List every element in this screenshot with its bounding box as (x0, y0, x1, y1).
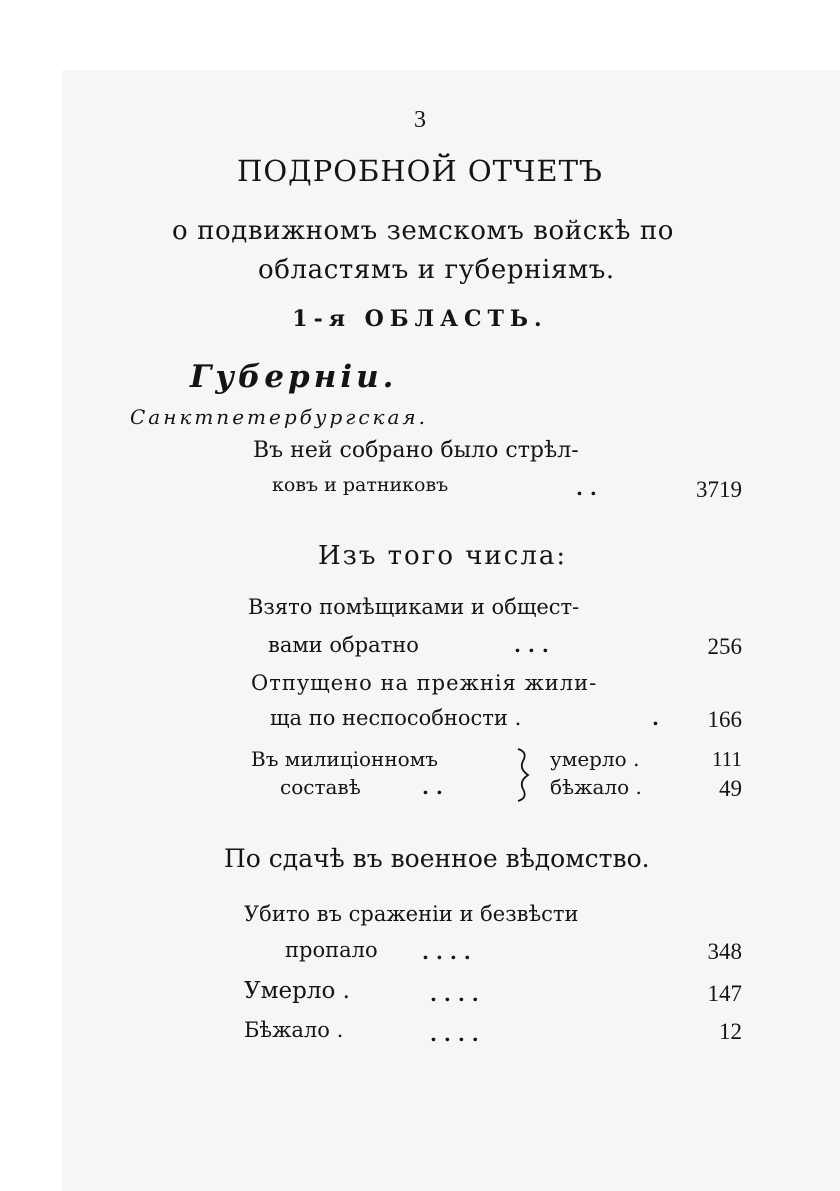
item-returned-line-2: вами обратно (268, 633, 419, 657)
item-released-line-2: ща по неспособности . (270, 706, 522, 730)
subtitle-line-2: областямъ и губерніямъ. (258, 255, 615, 285)
item-released-line-1: Отпущено на прежнія жили- (251, 671, 598, 695)
item-fled-label: Бѣжало . (244, 1018, 344, 1042)
item-died-value: 147 (707, 981, 742, 1006)
province-name: Санктпетербургская. (130, 405, 429, 429)
militia-died-value: 111 (712, 747, 742, 771)
item-returned-value: 256 (707, 634, 742, 659)
page-title: ПОДРОБНОЙ ОТЧЕТЪ (237, 154, 603, 188)
militia-fled-label: бѣжало . (550, 775, 642, 799)
item-returned-dots: . . . (514, 633, 549, 657)
item-released-value: 166 (707, 707, 742, 732)
militia-label-dots: . . (422, 775, 443, 799)
intro-line-1: Въ ней собрано было стрѣл- (253, 438, 579, 463)
item-killed-line-1: Убито въ сраженіи и безвѣсти (244, 902, 579, 926)
section-1-heading: Изъ того числа: (318, 541, 568, 571)
intro-value: 3719 (696, 477, 742, 502)
item-returned-line-1: Взято помѣщиками и общест- (248, 595, 580, 619)
militia-label-2: составѣ (280, 775, 361, 799)
militia-fled-value: 49 (719, 776, 742, 801)
item-died-label: Умерло . (244, 978, 350, 1004)
item-killed-line-2: пропало (285, 938, 378, 962)
item-died-dots: . . . . (430, 982, 479, 1006)
page-number: 3 (414, 107, 426, 133)
item-killed-value: 348 (707, 939, 742, 964)
militia-died-label: умерло . (550, 747, 640, 771)
guberniya-heading: Губерніи. (190, 359, 398, 395)
intro-leader-dots: . . (576, 476, 597, 500)
subtitle-line-1: о подвижномъ земскомъ войскѣ по (172, 216, 675, 246)
intro-line-2: ковъ и ратниковъ (272, 474, 449, 496)
item-fled-value: 12 (719, 1019, 742, 1044)
region-heading: 1-я ОБЛАСТЬ. (292, 306, 548, 332)
item-fled-dots: . . . . (430, 1022, 479, 1046)
militia-label-1: Въ милиціонномъ (251, 747, 438, 771)
curly-brace-icon (515, 748, 531, 802)
item-killed-dots: . . . . (422, 940, 471, 964)
section-2-heading: По сдачѣ въ военное вѣдомство. (224, 844, 650, 873)
item-released-dots: . (652, 706, 659, 730)
